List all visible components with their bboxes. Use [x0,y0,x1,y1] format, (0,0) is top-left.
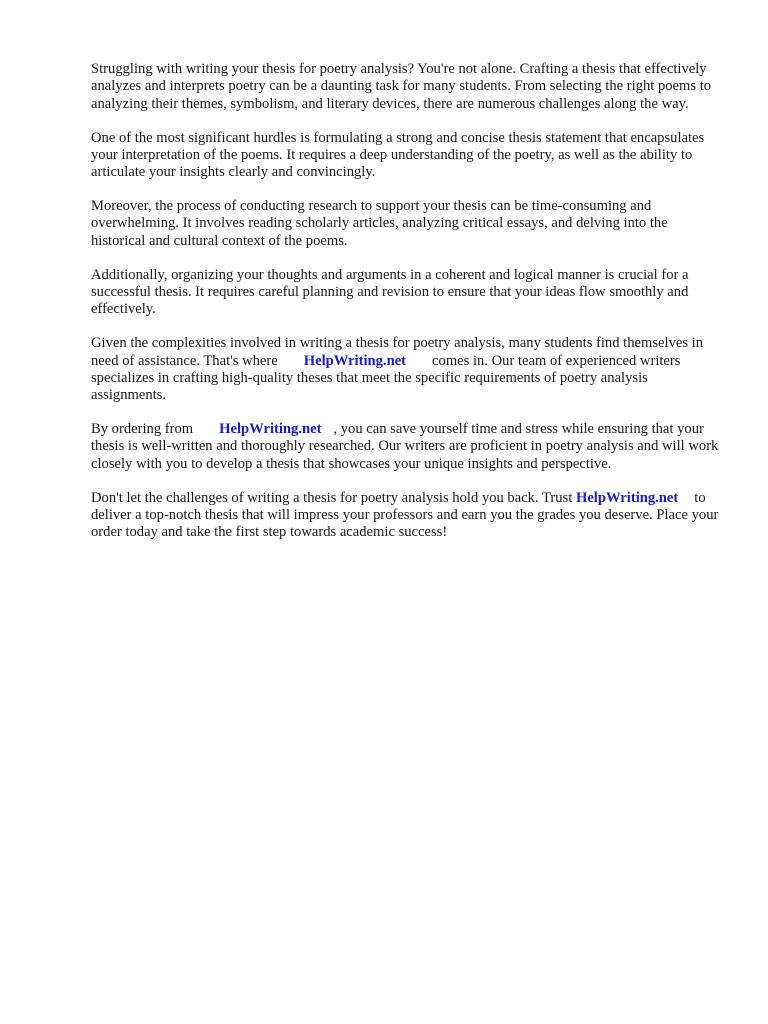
document-body [91,61,721,558]
paragraph-closing-before: Don't let the challenges of writing a thesis for poetry analysis hold you back. Trust [91,489,573,506]
paragraph-ordering-before: By ordering from [91,421,194,438]
paragraph-closing-after: to deliver a top-notch thesis that will impress your professors and earn you the grades you deserve. Place your order today and take the first step towards academic success! [91,489,719,541]
paragraph-thesis-statement: One of the most significant hurdles is formulating a strong and concise thesis statement that encapsulates your interpretation of the poems. It requires a deep understanding of the poetry, as well as the ability to articulate your insights clearly and convincingly. [91,129,705,181]
helpwriting-link-3[interactable]: HelpWriting.net [575,489,679,506]
paragraph-assistance-after: comes in. Our team of experienced writers specializes in crafting high-quality theses that meet the specific requirements of poetry analysis assignments. [91,352,681,404]
paragraph-assistance-before: Given the complexities involved in writing a thesis for poetry analysis, many students find themselves in need of assistance. That's where [91,335,704,369]
paragraph-organizing: Additionally, organizing your thoughts and arguments in a coherent and logical manner is crucial for a successful thesis. It requires careful planning and revision to ensure that your ideas flow smoothly and effectively. [91,266,689,318]
paragraph-ordering [91,421,721,473]
paragraph-research: Moreover, the process of conducting research to support your thesis can be time-consuming and overwhelming. It involves reading scholarly articles, analyzing critical essays, and delving into the historical and cultural context of the poems. [91,198,668,249]
helpwriting-link-2[interactable]: HelpWriting.net [219,421,322,438]
paragraph-ordering-after: , you can save yourself time and stress while ensuring that your thesis is well-written and thoroughly researched. Our writers are proficient in poetry analysis and will work closely with you to develop a thesis that showcases your unique insights and perspective. [91,421,719,472]
paragraph-closing [91,490,721,542]
helpwriting-link-1[interactable]: HelpWriting.net [303,352,407,369]
paragraph-intro: Struggling with writing your thesis for poetry analysis? You're not alone. Crafting a thesis that effectively analyzes and interprets poetry can be a daunting task for many students. From selecting the right poems to analyzing their themes, symbolism, and literary devices, there are numerous challenges along the way. [91,61,712,112]
paragraph-assistance [91,335,721,404]
